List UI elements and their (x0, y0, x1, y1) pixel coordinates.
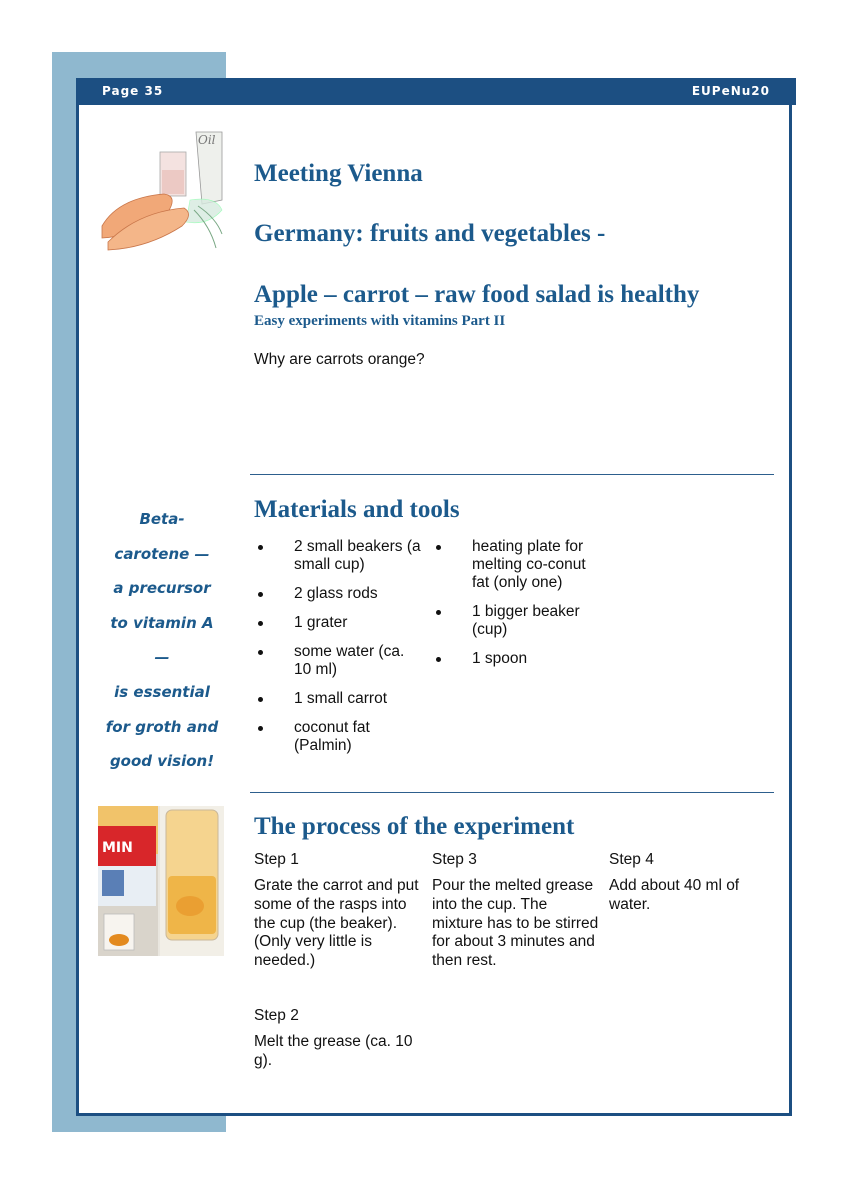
oil-label: Oil (198, 133, 216, 147)
experiment-photo (98, 806, 224, 956)
sidebar-note (96, 502, 228, 779)
list-item: 2 small beakers (a small cup) (254, 538, 424, 574)
list-item: some water (ca. 10 ml) (254, 643, 424, 679)
title-sub: Easy experiments with vitamins Part II (254, 313, 506, 329)
question-text: Why are carrots orange? (254, 351, 425, 368)
sidebar-line: — (154, 648, 170, 667)
step3-title: Step 3 (432, 851, 477, 868)
process-heading: The process of the experiment (254, 813, 575, 840)
sidebar-line: for groth and (105, 717, 219, 736)
palmin-label: MIN (102, 840, 133, 856)
list-item: 1 grater (254, 614, 424, 632)
sidebar-line: carotene — (114, 544, 210, 563)
header-bar (76, 78, 796, 105)
materials-list-1 (254, 538, 424, 766)
carrot-sketch-image (98, 130, 224, 254)
divider (250, 474, 774, 475)
title-main: Apple – carrot – raw food salad is healthy (254, 281, 700, 308)
page-number: Page 35 (102, 84, 164, 98)
materials-heading: Materials and tools (254, 496, 460, 523)
divider (250, 792, 774, 793)
sidebar-line: to vitamin A (110, 613, 214, 632)
step2-text: Melt the grease (ca. 10 g). (254, 1033, 413, 1069)
sidebar-line: a precursor (113, 579, 211, 598)
sidebar-line: good vision! (109, 752, 215, 771)
step4-text: Add about 40 ml of water. (609, 877, 740, 913)
materials-list-2 (432, 538, 604, 679)
list-item: heating plate for melting co-conut fat (only one) (432, 538, 604, 592)
list-item: coconut fat (Palmin) (254, 719, 424, 755)
step3-text: Pour the melted grease into the cup. The mixture has to be stirred for about 3 minutes and then rest. (432, 877, 599, 970)
step4-title: Step 4 (609, 851, 654, 868)
list-item: 1 small carrot (254, 690, 424, 708)
title-meeting: Meeting Vienna (254, 160, 423, 187)
sidebar-line: is essential (114, 682, 210, 701)
step1-title: Step 1 (254, 851, 299, 868)
step1-text: Grate the carrot and put some of the rasps into the cup (the beaker). (Only very little is needed.) (254, 877, 419, 970)
list-item: 1 spoon (432, 650, 604, 668)
sidebar-line: Beta- (139, 510, 185, 528)
step2-title: Step 2 (254, 1007, 299, 1024)
list-item: 1 bigger beaker (cup) (432, 603, 604, 639)
list-item: 2 glass rods (254, 585, 424, 603)
brand-label: EUPeNu20 (691, 84, 770, 98)
title-country: Germany: fruits and vegetables - (254, 220, 606, 247)
